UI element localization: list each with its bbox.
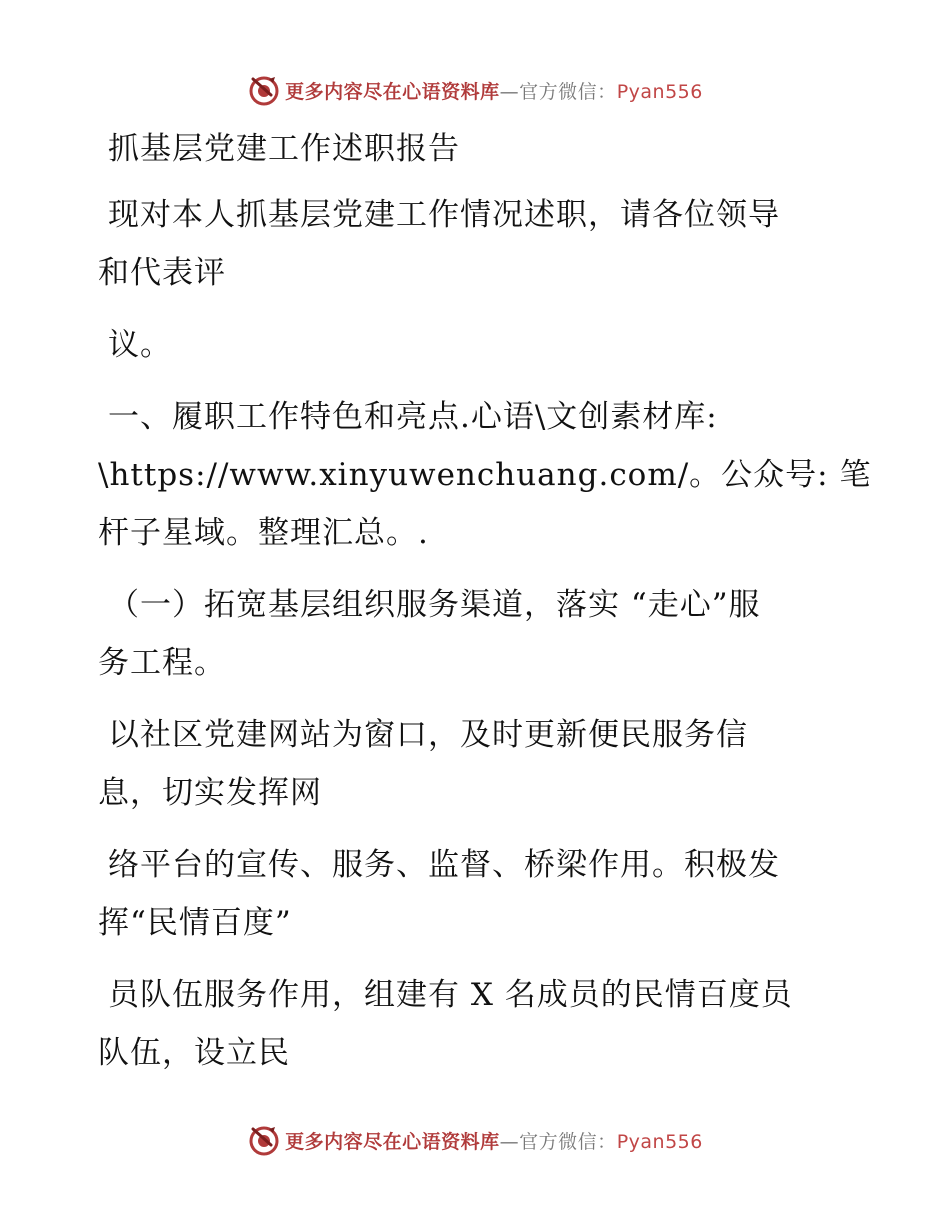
paragraph-6-line-2: 挥“民情百度” xyxy=(98,905,292,941)
brand-logo-icon xyxy=(247,1123,281,1157)
paragraph-1-line-2: 和代表评 xyxy=(98,255,226,291)
watermark-brand-text: 更多内容尽在心语资料库 xyxy=(285,1130,500,1153)
paragraph-3-line-1: 一、履职工作特色和亮点.心语\文创素材库: xyxy=(108,399,718,435)
paragraph-7-line-1: 员队伍服务作用，组建有 X 名成员的民情百度员 xyxy=(108,977,793,1013)
document-title: 抓基层党建工作述职报告 xyxy=(108,131,460,167)
watermark-banner-top xyxy=(0,70,950,110)
watermark-label: 官方微信： xyxy=(519,80,617,103)
paragraph-7-line-2: 队伍，设立民 xyxy=(98,1035,290,1071)
paragraph-4-line-2: 务工程。 xyxy=(98,645,226,681)
watermark-brand-text: 更多内容尽在心语资料库 xyxy=(285,80,500,103)
paragraph-4-line-1: （一）拓宽基层组织服务渠道，落实 “走心”服 xyxy=(108,587,761,623)
watermark-banner-bottom xyxy=(0,1120,950,1160)
watermark-wechat-id: Pyan556 xyxy=(616,80,703,103)
paragraph-1-line-1: 现对本人抓基层党建工作情况述职，请各位领导 xyxy=(108,197,780,233)
watermark-separator: — xyxy=(499,1130,520,1153)
paragraph-5-line-2: 息，切实发挥网 xyxy=(98,775,322,811)
paragraph-2-line-1: 议。 xyxy=(108,327,172,363)
paragraph-3-line-3: 杆子星域。整理汇总。. xyxy=(98,515,429,551)
paragraph-5-line-1: 以社区党建网站为窗口，及时更新便民服务信 xyxy=(108,717,748,753)
watermark-separator: — xyxy=(499,80,520,103)
watermark-label: 官方微信： xyxy=(519,1130,617,1153)
brand-logo-icon xyxy=(247,73,281,107)
paragraph-6-line-1: 络平台的宣传、服务、监督、桥梁作用。积极发 xyxy=(108,847,780,883)
paragraph-3-line-2: \https://www.xinyuwenchuang.com/。公众号: 笔 xyxy=(98,457,872,493)
watermark-wechat-id: Pyan556 xyxy=(616,1130,703,1153)
document-body xyxy=(98,120,872,1082)
